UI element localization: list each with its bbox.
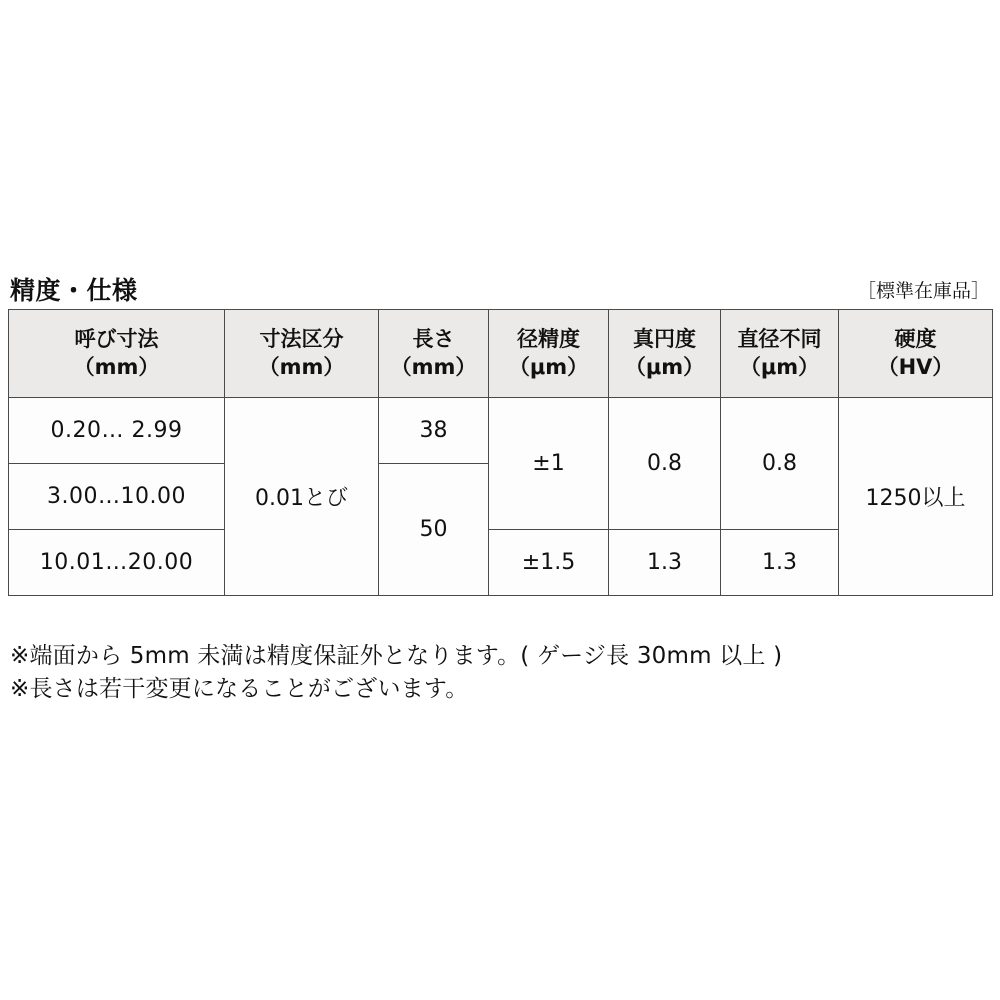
footnote-item: ※端面から 5mm 未満は精度保証外となります。( ゲージ長 30mm 以上 ) — [10, 643, 783, 669]
cell-length: 50 — [379, 464, 489, 596]
page-title: 精度・仕様 — [10, 276, 138, 305]
column-header-label: 直径不同 — [737, 326, 822, 351]
column-header-diameter-variation — [721, 310, 839, 398]
cell-nominal-size: 0.20… 2.99 — [9, 398, 225, 464]
column-header-unit: （μm） — [508, 354, 589, 379]
column-header-roundness — [609, 310, 721, 398]
cell-diameter-accuracy: ±1.5 — [489, 530, 609, 596]
column-header-step — [225, 310, 379, 398]
spec-header-row — [8, 278, 992, 309]
table-row — [9, 398, 993, 464]
specification-table — [8, 309, 993, 596]
column-header-unit: （μm） — [624, 354, 705, 379]
column-header-length — [379, 310, 489, 398]
column-header-label: 呼び寸法 — [74, 326, 159, 351]
column-header-label: 寸法区分 — [259, 326, 344, 351]
cell-step: 0.01とび — [225, 398, 379, 596]
cell-hardness: 1250以上 — [839, 398, 993, 596]
column-header-label: 長さ — [412, 326, 455, 351]
cell-nominal-size: 3.00…10.00 — [9, 464, 225, 530]
column-header-unit: （mm） — [258, 354, 345, 379]
specification-block — [8, 278, 992, 596]
column-header-label: 径精度 — [517, 326, 580, 351]
table-header — [9, 310, 993, 398]
cell-diameter-variation: 0.8 — [721, 398, 839, 530]
cell-roundness: 1.3 — [609, 530, 721, 596]
stock-status-tag: ［標準在庫品］ — [856, 280, 990, 302]
column-header-nominal-size — [9, 310, 225, 398]
cell-length: 38 — [379, 398, 489, 464]
column-header-hardness — [839, 310, 993, 398]
column-header-unit: （μm） — [739, 354, 820, 379]
table-header-row — [9, 310, 993, 398]
column-header-unit: （mm） — [73, 354, 160, 379]
column-header-diameter-accuracy — [489, 310, 609, 398]
column-header-label: 真円度 — [633, 326, 696, 351]
column-header-label: 硬度 — [894, 326, 937, 351]
cell-diameter-accuracy: ±1 — [489, 398, 609, 530]
cell-roundness: 0.8 — [609, 398, 721, 530]
table-body — [9, 398, 993, 596]
column-header-unit: （HV） — [877, 354, 954, 379]
footnotes — [10, 640, 990, 706]
column-header-unit: （mm） — [390, 354, 477, 379]
cell-diameter-variation: 1.3 — [721, 530, 839, 596]
cell-nominal-size: 10.01…20.00 — [9, 530, 225, 596]
footnote-item: ※長さは若干変更になることがございます。 — [10, 676, 469, 703]
